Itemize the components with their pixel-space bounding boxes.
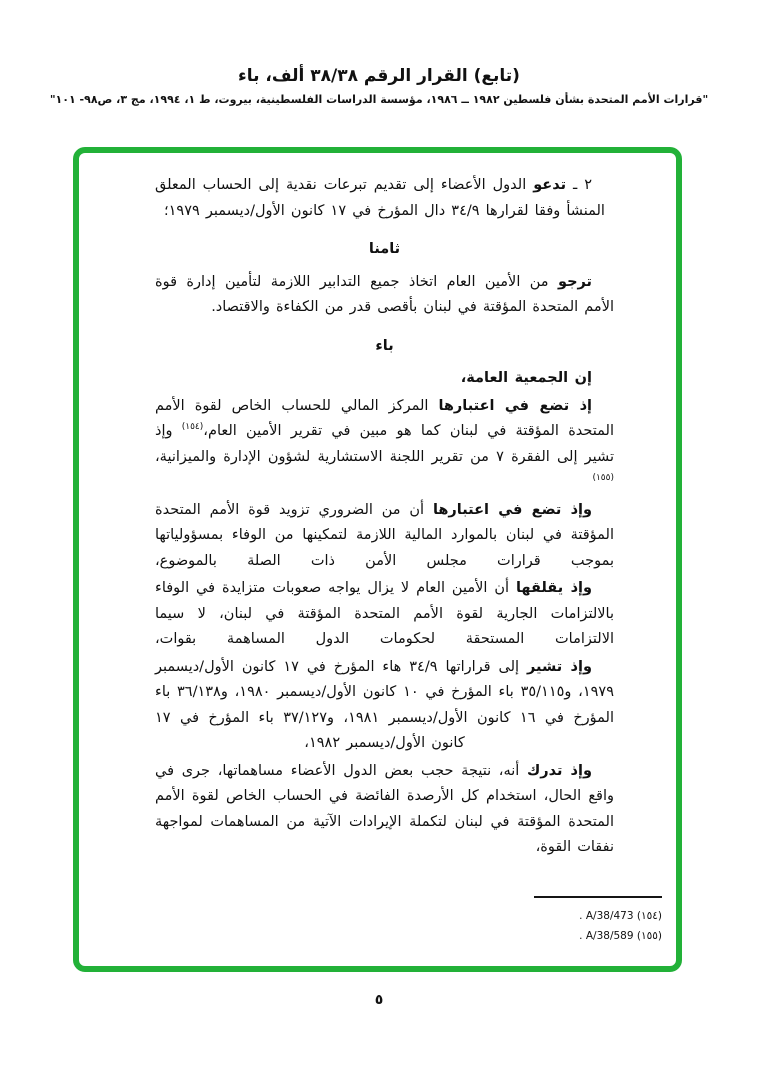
body-paragraph	[155, 498, 614, 575]
bold-run: تدعو	[533, 177, 567, 193]
text-run: ٢ ـ	[566, 177, 592, 193]
resolution-frame	[73, 147, 682, 972]
doc-citation: "قرارات الأمم المتحدة بشأن فلسطين ١٩٨٢ ــ ١٩٨٦، مؤسسة الدراسات الفلسطينية، بيروت، ط ١، ١٩٩٤، مج ٣، ص٩٨- ١٠١"	[49, 93, 709, 106]
footnote-marker: (١٥٤)	[181, 422, 204, 433]
body-paragraph	[155, 576, 614, 653]
bold-run: وإذ يقلقها	[515, 580, 592, 596]
bold-run: وإذ تشير	[527, 658, 592, 675]
bold-run: إن الجمعية العامة،	[460, 370, 592, 386]
bold-run: ترجو	[557, 273, 592, 290]
body-paragraph	[155, 366, 614, 392]
doc-title: (تابع) القرار الرقم ٣٨/٣٨ ألف، باء	[238, 66, 520, 86]
body-paragraph	[155, 270, 614, 321]
body-paragraph	[155, 655, 614, 757]
bold-run: وإذ تدرك	[526, 762, 592, 779]
text-run: المركز المالي للحساب الخاص لقوة الأمم المتحدة المؤقتة في لبنان كما هو مبين في تقرير الأمين العام،	[155, 397, 614, 439]
body-paragraph	[155, 173, 614, 224]
doc-header	[0, 0, 758, 106]
resolution-body	[79, 153, 676, 861]
text-run: إلى قراراتها ٣٤/٩ هاء المؤرخ في ١٧ كانون الأول/ديسمبر ١٩٧٩، و٣٥/١١٥ باء المؤرخ في ١٠ كانون الأول/ديسمبر ١٩٨٠، و٣٦/١٣٨ باء المؤرخ في ١٦ كانون الأول/ديسمبر ١٩٨١، و٣٧/١٢٧ باء المؤرخ في ١٧ كانون الأول/ديسمبر ١٩٨٢،	[155, 658, 614, 751]
bold-run: وإذ تضع في اعتبارها	[432, 501, 593, 518]
bold-run: إذ تضع في اعتبارها	[438, 397, 592, 414]
footnote-marker: (١٥٥)	[592, 473, 614, 484]
body-paragraph	[155, 759, 614, 861]
footnotes	[534, 896, 662, 946]
text-run: أن من الضروري تزويد قوة الأمم المتحدة المؤقتة في لبنان بالموارد المالية اللازمة لتمكينها من الوفاء بمسؤولياتها بموجب قرارات مجلس الأمن ذات الصلة بالموضوع،	[155, 501, 614, 569]
page-number: ٥	[374, 992, 384, 1008]
text-run: الدول الأعضاء إلى تقديم تبرعات نقدية إلى الحساب المعلق المنشأ وفقا لقرارها ٣٤/٩ دال المؤرخ في ١٧ كانون الأول/ديسمبر ١٩٧٩؛	[155, 177, 605, 219]
text-run: أن الأمين العام لا يزال يواجه صعوبات متزايدة في الوفاء بالالتزامات الجارية لقوة الأمم المتحدة المؤقتة في لبنان، لا سيما الالتزامات المستحقة لحكومات الدول المساهمة بقوات،	[155, 580, 614, 647]
section-heading: باء	[375, 337, 394, 354]
body-paragraph	[155, 394, 614, 496]
footnote-item: (١٥٥) A/38/589 .	[579, 930, 662, 942]
text-run: وإذ تشير إلى الفقرة ٧ من تقرير اللجنة الاستشارية لشؤون الإدارة والميزانية،	[155, 423, 615, 465]
text-run: من الأمين العام اتخاذ جميع التدابير اللازمة لتأمين إدارة قوة الأمم المتحدة المؤقتة في لبنان بأقصى قدر من الكفاءة والاقتصاد.	[155, 273, 614, 315]
text-run: أنه، نتيجة حجب بعض الدول الأعضاء مساهماتها، جرى في واقع الحال، استخدام كل الأرصدة الفائضة في الحساب الخاص لقوة الأمم المتحدة المؤقتة في لبنان لتكملة الإيرادات الآتية من المساهمات لمواجهة نفقات القوة،	[155, 762, 614, 855]
section-heading: ثامنا	[368, 241, 401, 257]
footnote-list	[534, 906, 662, 946]
footnote-item: (١٥٤) A/38/473 .	[579, 910, 662, 922]
footnote-separator	[534, 896, 662, 898]
